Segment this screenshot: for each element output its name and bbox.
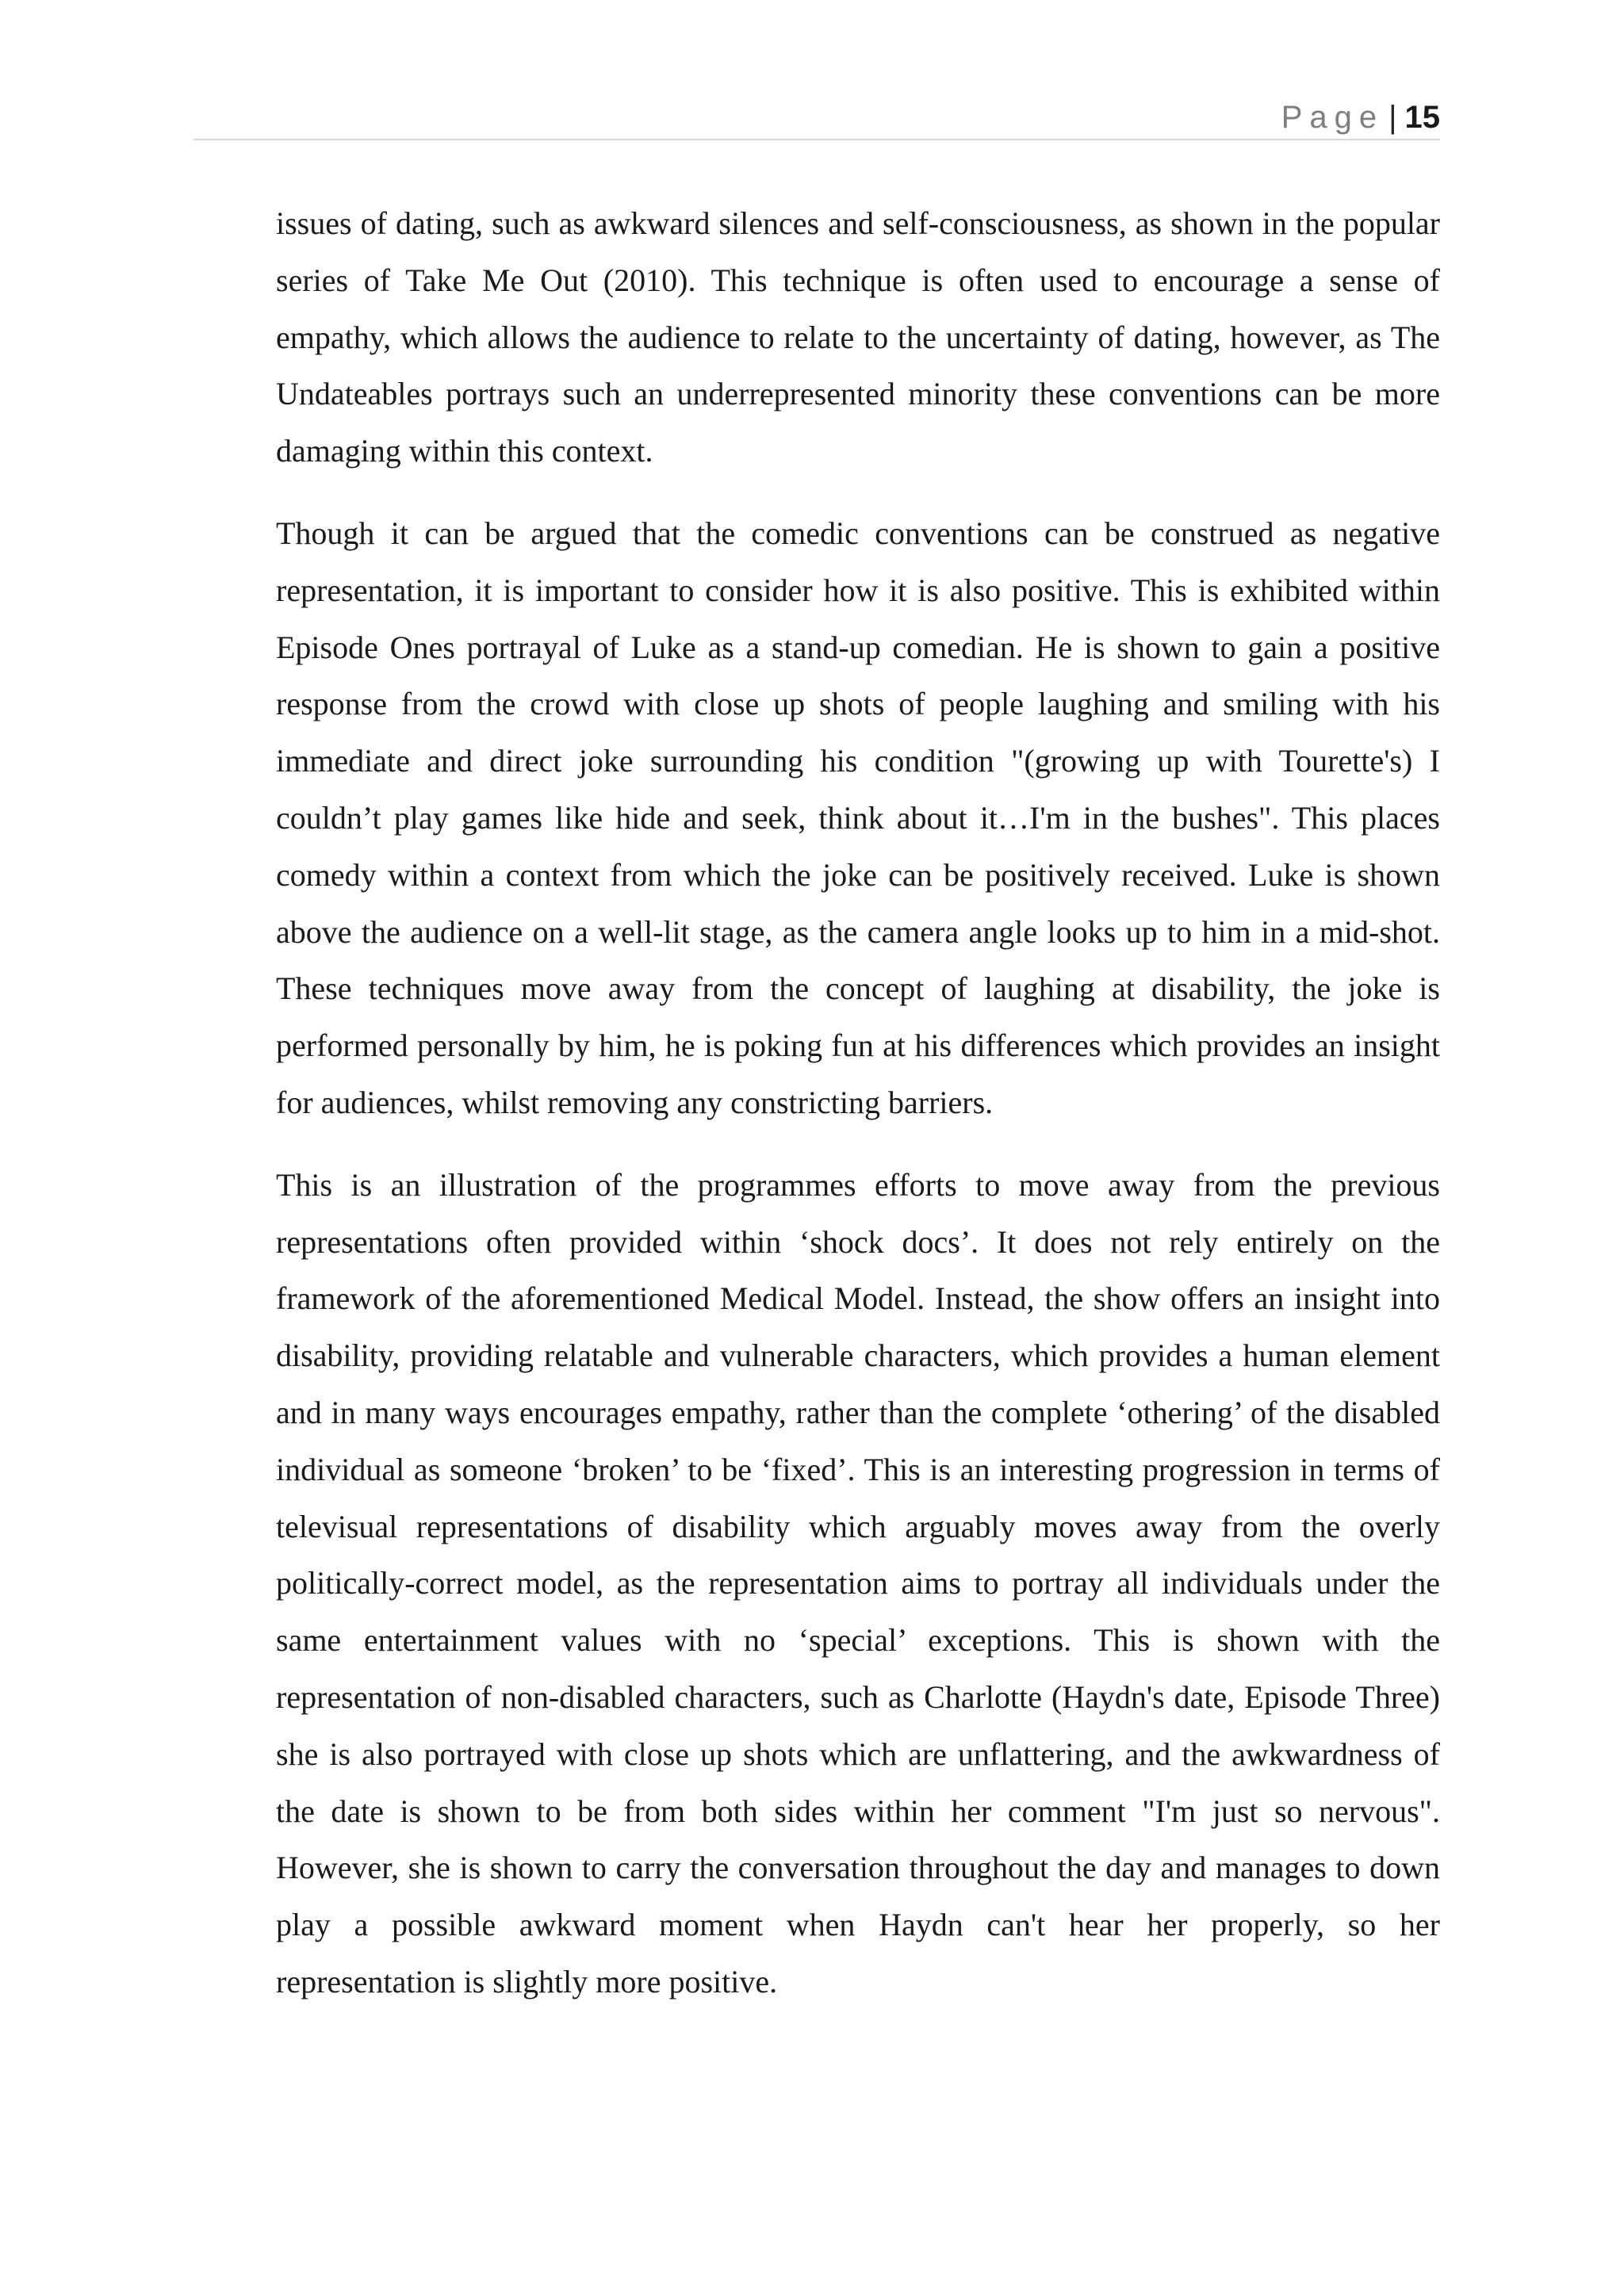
paragraph-3-run-1: This is an illustration of the programmes efforts to move away from the previous representations often provided within ‘shock docs’. It does not rely entirely on the framework of the aforementioned Medical Model. Instead, the show offers an insight into disability, providing relatable and vulnerable characters, which provides a human element and in many ways encourages empathy, rather than the complete ‘othering’ of the disabled individual as someone ‘broken’ to be ‘fixed’. This is an interesting progression in terms of televisual representations of disability which arguably moves away from the overly politically-correct model, as the representation aims to portray all individuals under the same entertainment values with no ‘special’ exceptions. This is shown with the representation of non-disabled characters, such as Charlotte (Haydn's date, Episode Three) she is also portrayed with close up shots which are unflattering, and the awkwardness of the date is shown to be from both sides within her comment "I'm just so nervous". However, she is shown to carry the conversation throughout the day and manages to down play a possible awkward moment when Haydn can't hear her properly, so her representation is slightly more positive.	[276, 1166, 1440, 1999]
paragraph-3	[276, 1157, 1440, 2011]
paragraph-1-run-3: (2010). This technique is often used to encourage a sense of empathy, which allows the audience to relate to the uncertainty of dating, however, as	[276, 262, 1441, 355]
page-label: Page	[1281, 100, 1385, 135]
paragraph-1-run-5: portrays such an underrepresented minority these conventions can be more damaging within this context.	[276, 376, 1440, 469]
body-text	[276, 195, 1440, 2036]
paragraph-2	[276, 505, 1440, 1131]
paragraph-1-run-1: issues of dating, such as awkward silences and self-consciousness, as shown in the popular series of	[276, 205, 1440, 298]
title-take-me-out: Take Me Out	[405, 262, 588, 298]
page-header	[1281, 94, 1440, 141]
title-the-undateables: The Undateables	[276, 319, 1440, 412]
page-number: 15	[1404, 100, 1440, 135]
page-header-separator: |	[1388, 100, 1397, 135]
header-rule	[193, 139, 1440, 140]
paragraph-2-run-1: Though it can be argued that the comedic conventions can be construed as negative representation, it is important to consider how it is also positive. This is exhibited within Episode Ones portrayal of Luke as a stand-up comedian. He is shown to gain a positive response from the crowd with close up shots of people laughing and smiling with his immediate and direct joke surrounding his condition "(growing up with Tourette's) I couldn’t play games like hide and seek, think about it…I'm in the bushes". This places comedy within a context from which the joke can be positively received. Luke is shown above the audience on a well-lit stage, as the camera angle looks up to him in a mid-shot. These techniques move away from the concept of laughing at disability, the joke is performed personally by him, he is poking fun at his differences which provides an insight for audiences, whilst removing any constricting barriers.	[276, 515, 1440, 1120]
paragraph-1	[276, 195, 1440, 480]
